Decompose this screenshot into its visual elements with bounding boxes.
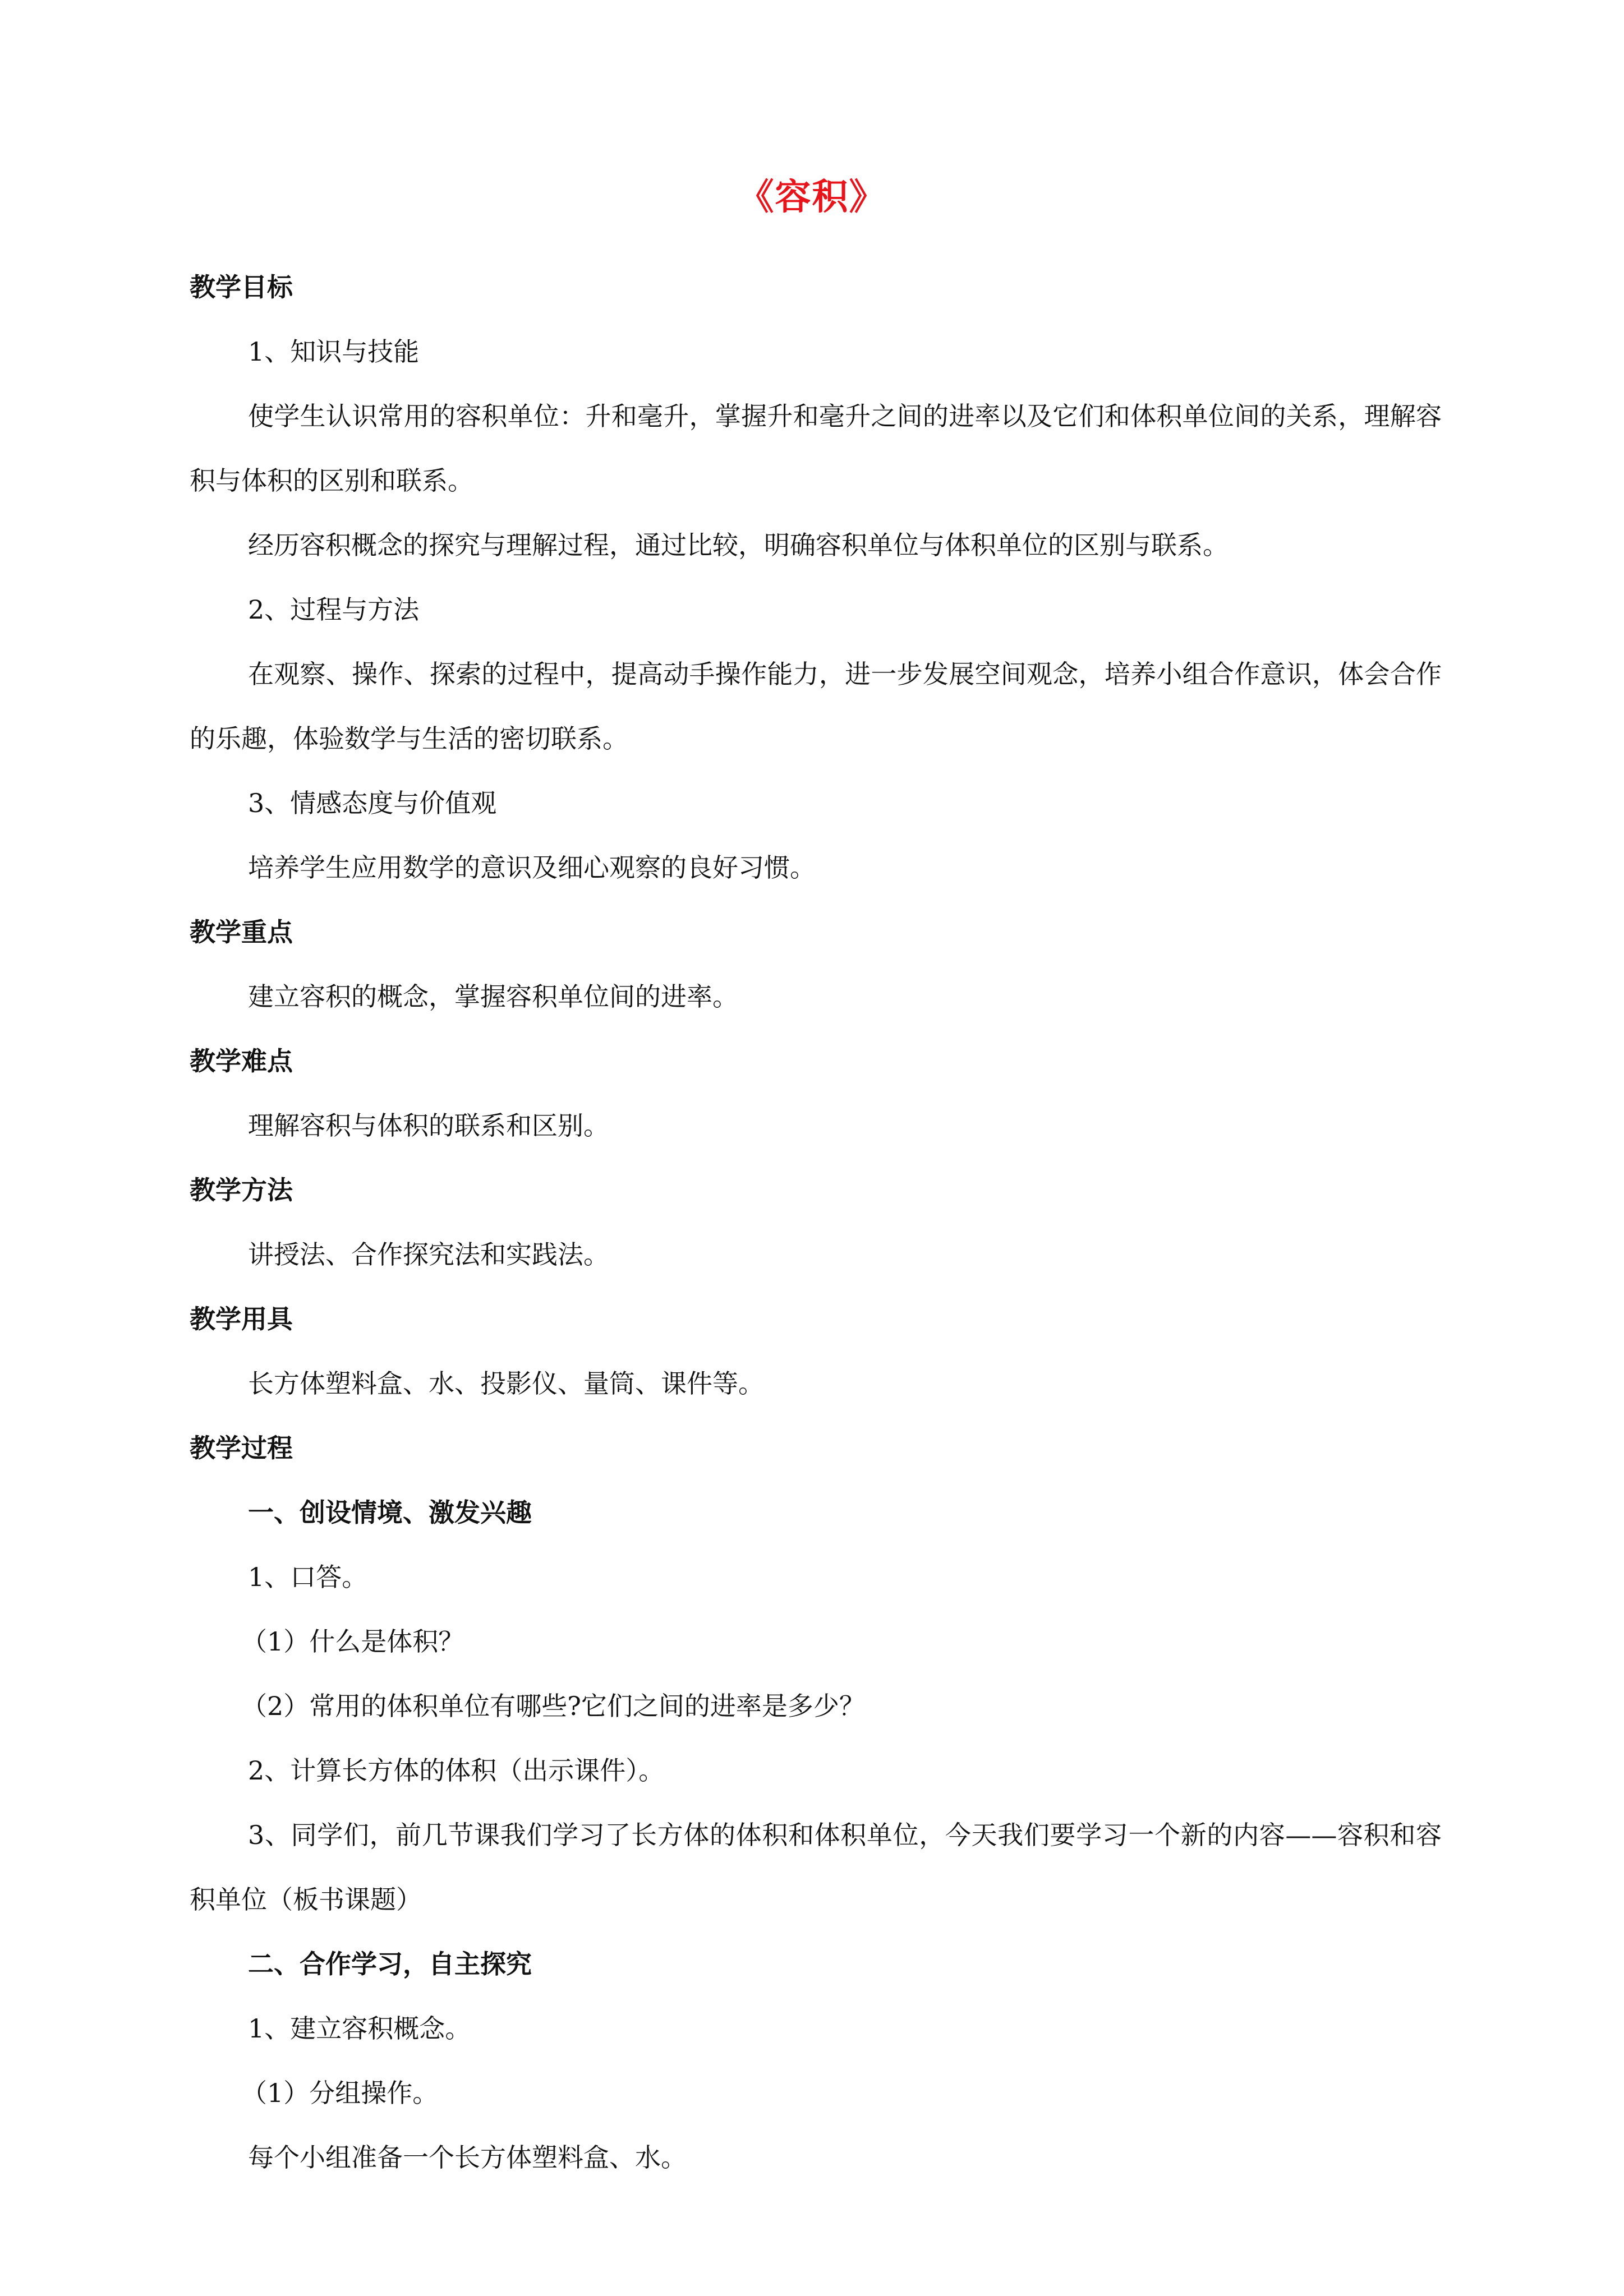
section-heading-methods: 教学方法 — [190, 1175, 293, 1205]
tools-text: 长方体塑料盒、水、投影仪、量筒、课件等。 — [248, 1368, 764, 1399]
section-heading-objectives: 教学目标 — [190, 272, 293, 302]
document-body — [190, 255, 1442, 2190]
process-item: （1）什么是体积？ — [241, 1626, 464, 1657]
process-subsection-title: 一、创设情境、激发兴趣 — [248, 1497, 532, 1528]
process-item: 每个小组准备一个长方体塑料盒、水。 — [248, 2142, 687, 2173]
process-item: 2、计算长方体的体积（出示课件）。 — [248, 1755, 665, 1786]
process-item: 1、口答。 — [248, 1562, 368, 1592]
objective-item: 使学生认识常用的容积单位：升和毫升，掌握升和毫升之间的进率以及它们和体积单位间的关系，理解容积与体积的区别和联系。 — [190, 401, 1442, 496]
section-heading-process: 教学过程 — [190, 1433, 293, 1463]
objective-item: 2、过程与方法 — [248, 594, 420, 625]
methods-text: 讲授法、合作探究法和实践法。 — [248, 1239, 609, 1270]
process-item: （2）常用的体积单位有哪些?它们之间的进率是多少？ — [241, 1691, 865, 1721]
process-item: 3、同学们，前几节课我们学习了长方体的体积和体积单位，今天我们要学习一个新的内容——容积和容积单位（板书课题） — [190, 1820, 1442, 1915]
objective-item: 3、情感态度与价值观 — [248, 788, 497, 818]
objective-item: 经历容积概念的探究与理解过程，通过比较，明确容积单位与体积单位的区别与联系。 — [248, 530, 1229, 560]
process-item: 1、建立容积概念。 — [248, 2013, 471, 2044]
section-heading-key-points: 教学重点 — [190, 917, 293, 947]
process-item: （1）分组操作。 — [241, 2078, 439, 2108]
difficulties-text: 理解容积与体积的联系和区别。 — [248, 1110, 609, 1141]
objective-item: 培养学生应用数学的意识及细心观察的良好习惯。 — [248, 852, 816, 883]
objective-item: 1、知识与技能 — [248, 336, 420, 367]
document-title: 《容积》 — [738, 176, 886, 218]
objective-item: 在观察、操作、探索的过程中，提高动手操作能力，进一步发展空间观念，培养小组合作意识，体会合作的乐趣，体验数学与生活的密切联系。 — [190, 659, 1442, 754]
section-heading-difficulties: 教学难点 — [190, 1046, 293, 1076]
key-points-text: 建立容积的概念，掌握容积单位间的进率。 — [248, 981, 738, 1012]
section-heading-tools: 教学用具 — [190, 1304, 293, 1334]
process-subsection-title: 二、合作学习，自主探究 — [248, 1949, 532, 1979]
